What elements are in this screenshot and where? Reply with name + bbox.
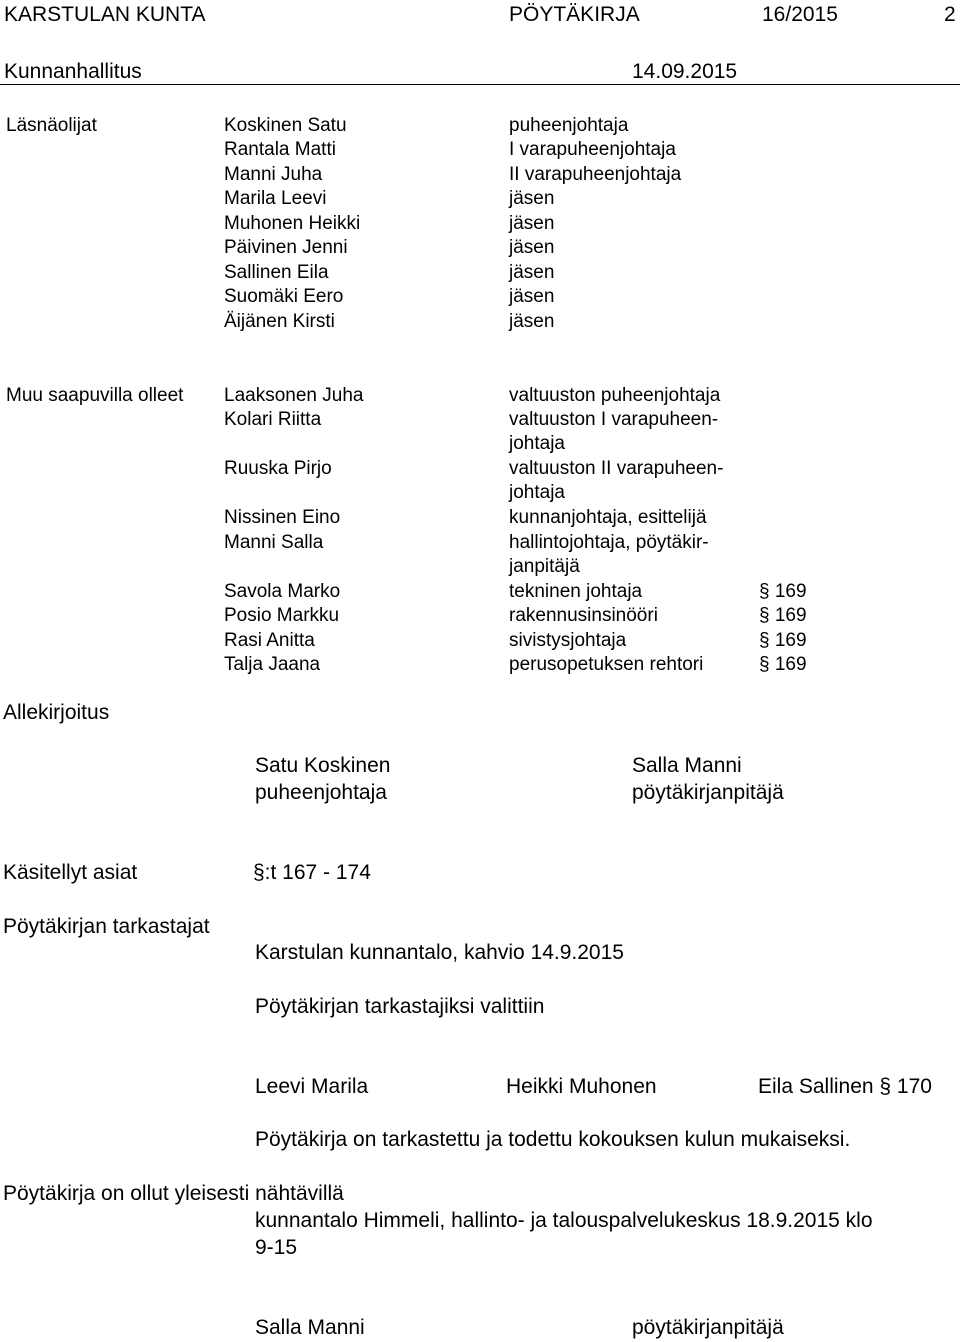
- meeting-date: 14.09.2015: [632, 60, 738, 83]
- other-name: Savola Marko: [224, 581, 341, 602]
- member-role: II varapuheenjohtaja: [509, 164, 682, 185]
- other-role-continued: johtaja: [509, 433, 565, 454]
- others-label: Muu saapuvilla olleet: [6, 385, 184, 406]
- member-name: Marila Leevi: [224, 188, 327, 209]
- member-role: jäsen: [509, 311, 555, 332]
- inspector-name: Heikki Muhonen: [506, 1075, 657, 1098]
- public-signer-name: Salla Manni: [255, 1316, 365, 1339]
- member-name: Koskinen Satu: [224, 115, 347, 136]
- public-display-place: kunnantalo Himmeli, hallinto- ja talouspalvelukeskus 18.9.2015 klo: [255, 1209, 873, 1232]
- member-role: jäsen: [509, 213, 555, 234]
- other-name: Nissinen Eino: [224, 507, 341, 528]
- member-role: jäsen: [509, 188, 555, 209]
- other-name: Laaksonen Juha: [224, 385, 364, 406]
- other-role: tekninen johtaja: [509, 581, 643, 602]
- other-role: hallintojohtaja, pöytäkir-: [509, 532, 709, 553]
- other-role: valtuuston puheenjohtaja: [509, 385, 721, 406]
- section-reference: § 169: [759, 581, 807, 602]
- other-role: rakennusinsinööri: [509, 605, 658, 626]
- other-name: Talja Jaana: [224, 654, 321, 675]
- chair-name: Satu Koskinen: [255, 754, 391, 777]
- header-divider: [0, 84, 960, 85]
- section-reference: § 169: [759, 630, 807, 651]
- secretary-title: pöytäkirjanpitäjä: [632, 781, 784, 804]
- present-label: Läsnäolijat: [6, 115, 97, 136]
- member-name: Päivinen Jenni: [224, 237, 348, 258]
- member-name: Suomäki Eero: [224, 286, 344, 307]
- other-role: valtuuston II varapuheen-: [509, 458, 724, 479]
- section-reference: § 169: [759, 654, 807, 675]
- section-reference: § 169: [759, 605, 807, 626]
- inspectors-label: Pöytäkirjan tarkastajat: [3, 915, 210, 938]
- matters-label: Käsitellyt asiat: [3, 861, 138, 884]
- other-role-continued: janpitäjä: [509, 556, 580, 577]
- member-name: Sallinen Eila: [224, 262, 329, 283]
- municipality-name: KARSTULAN KUNTA: [4, 3, 206, 26]
- document-number: 16/2015: [762, 3, 838, 26]
- member-role: jäsen: [509, 237, 555, 258]
- inspector-name: Leevi Marila: [255, 1075, 369, 1098]
- public-signer-title: pöytäkirjanpitäjä: [632, 1316, 784, 1339]
- other-name: Ruuska Pirjo: [224, 458, 332, 479]
- inspection-place: Karstulan kunnantalo, kahvio 14.9.2015: [255, 941, 624, 964]
- governing-body: Kunnanhallitus: [4, 60, 142, 83]
- other-role: sivistysjohtaja: [509, 630, 627, 651]
- secretary-name: Salla Manni: [632, 754, 742, 777]
- other-name: Kolari Riitta: [224, 409, 322, 430]
- other-role-continued: johtaja: [509, 482, 565, 503]
- page-number: 2: [944, 3, 956, 26]
- document-type: PÖYTÄKIRJA: [509, 3, 640, 26]
- inspector-name: Eila Sallinen § 170: [758, 1075, 932, 1098]
- chair-title: puheenjohtaja: [255, 781, 387, 804]
- member-name: Rantala Matti: [224, 139, 336, 160]
- member-role: puheenjohtaja: [509, 115, 629, 136]
- member-role: jäsen: [509, 262, 555, 283]
- member-role: I varapuheenjohtaja: [509, 139, 676, 160]
- other-role: kunnanjohtaja, esittelijä: [509, 507, 707, 528]
- matters-value: §:t 167 - 174: [253, 861, 371, 884]
- member-role: jäsen: [509, 286, 555, 307]
- other-role: perusopetuksen rehtori: [509, 654, 704, 675]
- other-role: valtuuston I varapuheen-: [509, 409, 719, 430]
- inspection-confirmation: Pöytäkirja on tarkastettu ja todettu kokouksen kulun mukaiseksi.: [255, 1128, 851, 1151]
- public-display-time: 9-15: [255, 1236, 298, 1259]
- inspectors-chosen-text: Pöytäkirjan tarkastajiksi valittiin: [255, 995, 545, 1018]
- signature-label: Allekirjoitus: [3, 701, 110, 724]
- other-name: Rasi Anitta: [224, 630, 315, 651]
- member-name: Manni Juha: [224, 164, 323, 185]
- other-name: Posio Markku: [224, 605, 340, 626]
- other-name: Manni Salla: [224, 532, 324, 553]
- member-name: Muhonen Heikki: [224, 213, 361, 234]
- member-name: Äijänen Kirsti: [224, 311, 335, 332]
- public-display-label: Pöytäkirja on ollut yleisesti nähtävillä: [3, 1182, 344, 1205]
